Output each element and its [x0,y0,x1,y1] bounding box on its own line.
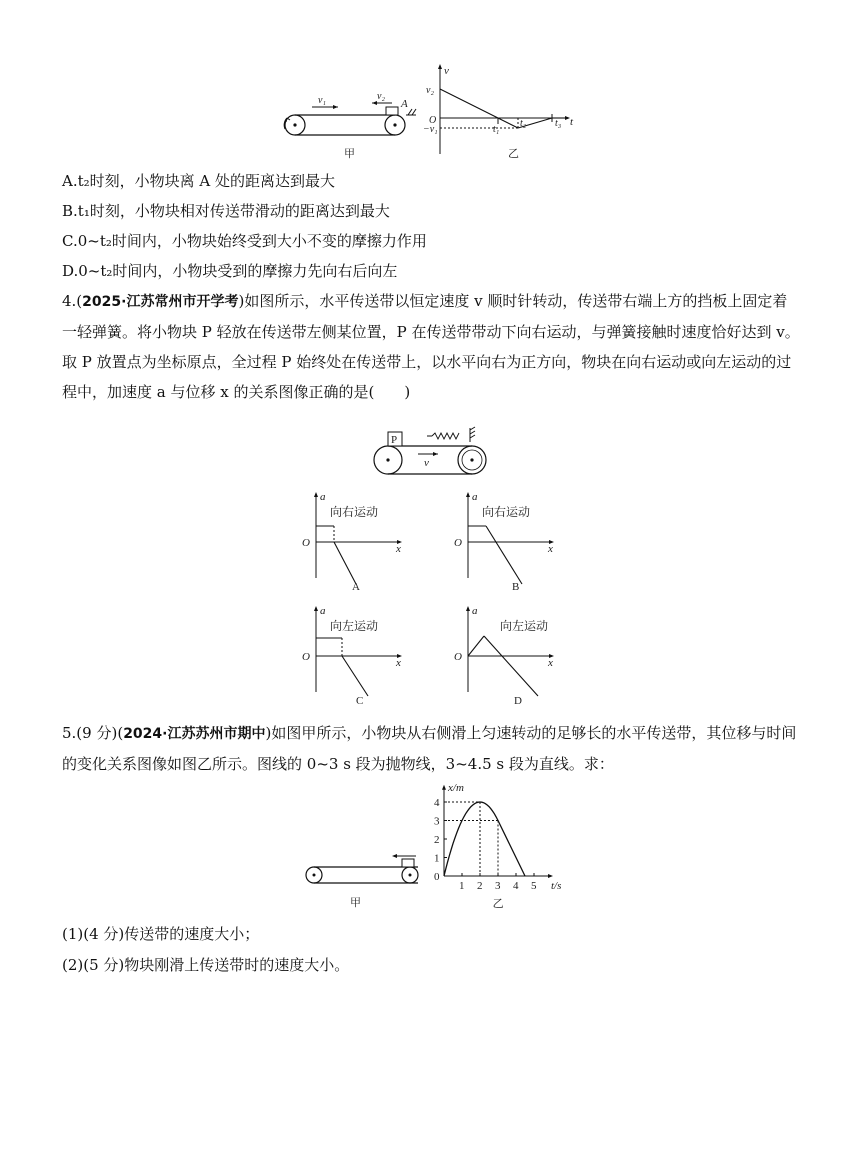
option-b: B.t₁时刻，小物块相对传送带滑动的距离达到最大 [62,202,390,220]
svg-text:O: O [454,651,462,663]
y-tick-label: 3 [434,815,440,828]
caption-yi: 乙 [508,147,519,160]
label-v2-axis: v₂ [426,85,434,96]
q5-figure-jia [306,852,426,910]
svg-text:a: a [320,605,326,617]
graph-b-label: 向右运动 [482,505,531,519]
option-c: C.0~t₂时间内，小物块始终受到大小不变的摩擦力作用 [62,232,427,250]
graph-a-label: 向右运动 [330,505,379,519]
graph-d-letter: D [514,695,522,707]
svg-text:x: x [548,657,553,669]
label-t2: t₂ [520,118,527,129]
y-tick-label: 1 [434,852,440,865]
option-d: D.0~t₂时间内，小物块受到的摩擦力先向右后向左 [62,262,398,280]
x-tick-label: 5 [531,880,537,892]
q4-number: 4.( [62,292,83,310]
svg-text:O: O [302,537,310,549]
graph-d-label: 向左运动 [500,619,549,633]
q3-figure-jia [280,85,420,165]
q4-belt-figure [372,428,492,478]
x-axis-arrow [548,874,553,878]
svg-text:x: x [396,543,401,555]
q4-graph-a [296,490,416,593]
x-tick-label: 4 [513,880,519,892]
q4-source: 2025·江苏常州市开学考 [82,294,239,310]
q4-graph-d [448,604,568,707]
origin-o: O [429,115,437,126]
q5-body: )如图甲所示，小物块从右侧滑上匀速转动的足够长的水平传送带，其位移与时间的变化关系图像如图乙所示。图线的 0~3 s 段为抛物线，3~4.5 s 段为直线。求： [62,724,797,773]
label-a: A [401,98,408,110]
q5-source: 2024·江苏苏州市期中 [123,726,266,742]
svg-text:O: O [454,537,462,549]
svg-text:x: x [396,657,401,669]
label-v: v [424,457,429,469]
y-axis-label: x/m [448,781,464,794]
origin-label: 0 [434,871,440,883]
sub-question-1: (1)(4 分)传送带的速度大小； [62,925,260,943]
q5-number: 5.(9 分)( [62,724,124,742]
svg-text:O: O [302,651,310,663]
y-tick-label: 2 [434,834,440,846]
svg-text:x: x [548,543,553,555]
caption-yi-q5: 乙 [492,897,504,910]
label-v2: v₂ [377,91,385,102]
caption-jia: 甲 [344,147,355,160]
graph-c-label: 向左运动 [330,619,379,633]
graph-c-letter: C [356,695,364,707]
x-tick-label: 1 [459,880,465,892]
svg-text:a: a [472,491,478,503]
label-v1: v₁ [318,95,326,106]
q4-graph-c [296,604,416,707]
question-5-text [62,718,802,779]
label-t3: t₃ [555,118,562,129]
graph-a-letter: A [352,581,360,593]
q3-figure-yi-vt [420,62,580,162]
svg-text:a: a [320,491,326,503]
x-axis-label: t/s [551,880,562,892]
caption-jia-q5: 甲 [350,896,361,909]
xt-chart [426,781,566,910]
label-t1: t₁ [493,124,500,135]
question-4-text [62,286,802,407]
graph-b-letter: B [512,581,520,593]
axis-t: t [570,116,574,128]
option-a: A.t₂时刻，小物块离 A 处的距离达到最大 [62,172,336,190]
block-a [386,107,398,115]
x-tick-label: 3 [495,880,501,892]
x-tick-label: 2 [477,880,483,892]
axis-v: v [444,65,449,77]
q4-graph-b [448,490,568,593]
label-p: P [391,434,398,446]
xt-curve [444,802,525,876]
label-neg-v1: −v₁ [423,124,438,135]
q4-body: )如图所示，水平传送带以恒定速度 v 顺时针转动，传送带右端上方的挡板上固定着一轻弹簧。将小物块 P 轻放在传送带左侧某位置，P 在传送带带动下向右运动，与弹簧接触时速度恰好达到 v。取 P 放置点为坐标原点，全过程 P 始终处在传送带上，以水平向右为正方向，物块在向右运动或向左运动的过程中，加速度 a 与位移 x 的关系图像正确的是( ) [62,292,800,401]
svg-text:a: a [472,605,478,617]
y-axis-arrow [442,785,446,790]
sub-question-2: (2)(5 分)物块刚滑上传送带时的速度大小。 [62,956,350,974]
y-tick-label: 4 [434,797,440,809]
